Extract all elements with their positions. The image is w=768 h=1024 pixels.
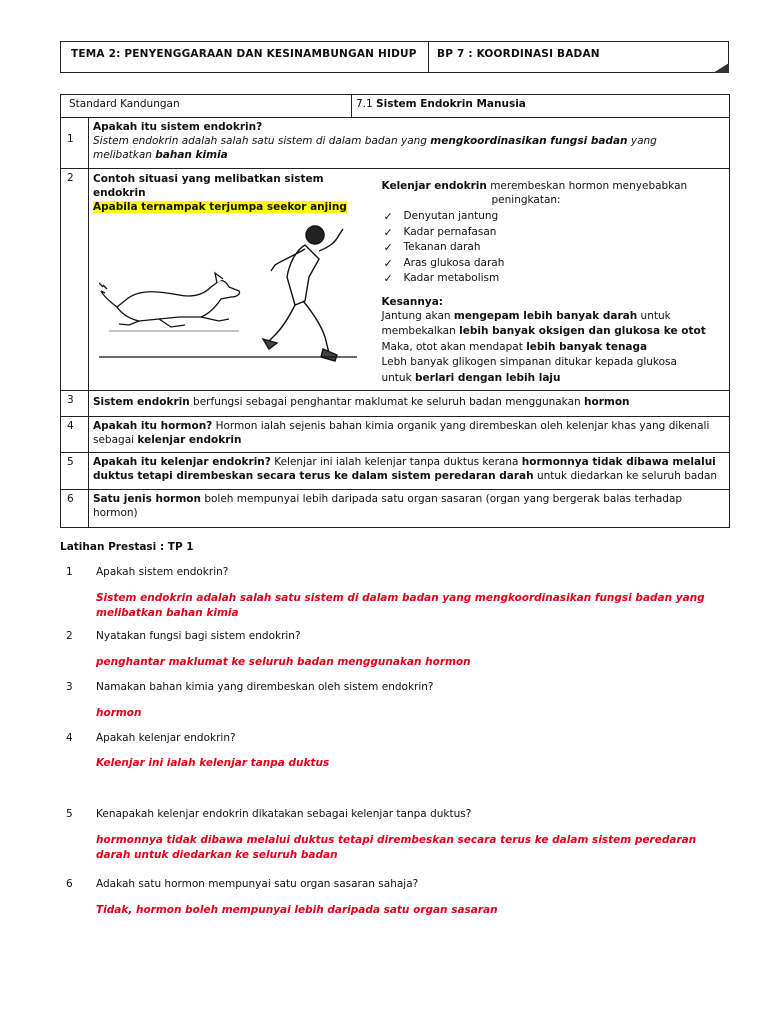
row-text: boleh mempunyai lebih daripada satu organ sasaran (organ yang bergerak balas terhadap hormon) bbox=[93, 493, 683, 519]
row-number: 1 bbox=[61, 118, 89, 169]
kesan-text: untuk bbox=[381, 371, 415, 384]
answer-text: penghantar maklumat ke seluruh badan menggunakan hormon bbox=[96, 656, 471, 668]
row-text-bold: Sistem endokrin bbox=[93, 396, 190, 408]
row-number: 4 bbox=[61, 417, 89, 453]
answer-text: hormonnya tidak dibawa melalui duktus tetapi dirembeskan secara terus ke dalam sistem peredaran darah untuk diedarkan ke seluruh badan bbox=[96, 834, 697, 861]
list-item-label: Aras glukosa darah bbox=[403, 256, 505, 269]
row-content bbox=[89, 118, 730, 169]
header-box bbox=[60, 41, 729, 73]
row-content bbox=[89, 490, 730, 528]
answer-text: Sistem endokrin adalah salah satu sistem di dalam badan yang mengkoordinasikan fungsi badan yang melibatkan bahan kimia bbox=[96, 592, 705, 619]
check-icon: ✓ bbox=[383, 272, 393, 285]
list-item bbox=[382, 240, 726, 256]
answer-text: Kelenjar ini ialah kelenjar tanpa duktus bbox=[96, 757, 330, 769]
latihan-title: Latihan Prestasi : TP 1 bbox=[60, 541, 194, 553]
question-item bbox=[66, 732, 236, 744]
row-text-bold: Apakah itu kelenjar endokrin? bbox=[93, 456, 271, 468]
situation-title: Contoh situasi yang melibatkan sistem endokrin bbox=[93, 173, 324, 199]
table-row bbox=[61, 490, 730, 528]
row-text-bold: hormonnya tidak dibawa melalui duktus tetapi dirembeskan secara terus ke dalam sistem peredaran darah bbox=[93, 456, 716, 482]
row-text: yang melibatkan bbox=[93, 135, 657, 161]
question-text: Apakah kelenjar endokrin? bbox=[96, 732, 236, 744]
list-item-label: Tekanan darah bbox=[403, 241, 481, 253]
effects-title: merembeskan hormon menyebabkan bbox=[486, 180, 688, 192]
kesan-text: Lebh banyak glikogen simpanan ditukar kepada glukosa bbox=[381, 356, 677, 368]
kesan-text: Jantung akan bbox=[381, 309, 454, 322]
effects-title-bold: Kelenjar endokrin bbox=[381, 180, 487, 192]
question-item bbox=[66, 630, 301, 642]
table-row bbox=[61, 391, 730, 417]
row-text: berfungsi sebagai penghantar maklumat ke seluruh badan menggunakan bbox=[189, 396, 585, 408]
row-text: untuk diedarkan ke seluruh badan bbox=[533, 470, 718, 482]
question-text: Namakan bahan kimia yang dirembeskan oleh sistem endokrin? bbox=[96, 681, 434, 693]
row-number: 3 bbox=[61, 391, 89, 417]
row-question: Apakah itu sistem endokrin? bbox=[93, 121, 263, 133]
list-item bbox=[382, 256, 726, 272]
kesan-text: Maka, otot akan mendapat bbox=[381, 340, 527, 353]
row-text-bold: Satu jenis hormon bbox=[93, 493, 201, 505]
check-icon: ✓ bbox=[383, 256, 393, 270]
question-number: 1 bbox=[66, 566, 73, 578]
list-item bbox=[382, 209, 726, 225]
row-number: 6 bbox=[61, 490, 89, 528]
question-number: 6 bbox=[66, 878, 73, 890]
tema-title: TEMA 2: PENYENGGARAAN DAN KESINAMBUNGAN HIDUP bbox=[61, 42, 429, 72]
question-item bbox=[66, 808, 471, 820]
row-text: Hormon ialah sejenis bahan kimia organik yang dirembeskan oleh kelenjar khas yang dikenali sebagai bbox=[93, 420, 710, 446]
bp-title: BP 7 : KOORDINASI BADAN bbox=[437, 48, 600, 60]
answer-text: Tidak, hormon boleh mempunyai lebih daripada satu organ sasaran bbox=[96, 904, 498, 916]
row-number: 2 bbox=[61, 169, 89, 391]
table-row bbox=[61, 169, 730, 391]
list-item-label: Kadar metabolism bbox=[403, 272, 500, 284]
kesan-text: membekalkan bbox=[381, 325, 460, 337]
situation-cell bbox=[89, 169, 352, 391]
row-number: 5 bbox=[61, 453, 89, 490]
question-text: Kenapakah kelenjar endokrin dikatakan sebagai kelenjar tanpa duktus? bbox=[96, 808, 472, 820]
kesan-text-bold: lebih banyak tenaga bbox=[526, 340, 648, 353]
row-text-bold: kelenjar endokrin bbox=[137, 434, 242, 446]
row-text-bold: hormon bbox=[584, 396, 630, 408]
effects-subtitle: peningkatan: bbox=[491, 194, 561, 206]
question-number: 3 bbox=[66, 681, 73, 693]
list-item bbox=[382, 225, 726, 241]
row-text-bold: mengkoordinasikan fungsi badan bbox=[430, 135, 628, 147]
row-text: Kelenjar ini ialah kelenjar tanpa duktus kerana bbox=[270, 456, 522, 468]
row-text: Sistem endokrin adalah salah satu sistem di dalam badan yang bbox=[93, 135, 431, 147]
question-item bbox=[66, 878, 418, 890]
check-icon: ✓ bbox=[383, 241, 393, 254]
row-content bbox=[89, 391, 730, 417]
running-man-and-dog-illustration bbox=[99, 221, 359, 371]
standard-code: 7.1 bbox=[356, 98, 373, 110]
question-number: 5 bbox=[66, 808, 73, 820]
content-table bbox=[60, 94, 730, 528]
row-content bbox=[89, 453, 730, 490]
question-text: Apakah sistem endokrin? bbox=[96, 566, 229, 578]
row-text-bold: Apakah itu hormon? bbox=[93, 420, 213, 432]
check-icon: ✓ bbox=[383, 225, 393, 239]
standard-label: Standard Kandungan bbox=[61, 95, 352, 118]
standard-row bbox=[61, 95, 730, 118]
standard-title: Sistem Endokrin Manusia bbox=[376, 98, 526, 110]
table-row bbox=[61, 453, 730, 490]
question-item bbox=[66, 566, 228, 578]
list-item-label: Kadar pernafasan bbox=[403, 225, 497, 238]
answer-text: hormon bbox=[96, 707, 142, 719]
endocrine-effects-cell bbox=[352, 169, 730, 391]
table-row bbox=[61, 417, 730, 453]
effects-list bbox=[382, 209, 726, 287]
list-item-label: Denyutan jantung bbox=[403, 210, 499, 222]
question-number: 2 bbox=[66, 630, 73, 642]
kesan-text-bold: lebih banyak oksigen dan glukosa ke otot bbox=[459, 325, 706, 337]
row-content bbox=[89, 417, 730, 453]
table-row bbox=[61, 118, 730, 169]
question-number: 4 bbox=[66, 732, 73, 744]
question-text: Nyatakan fungsi bagi sistem endokrin? bbox=[96, 630, 301, 642]
question-item bbox=[66, 681, 434, 693]
row-text-bold: bahan kimia bbox=[155, 149, 228, 161]
standard-title-cell bbox=[352, 95, 730, 118]
page-fold-icon bbox=[713, 63, 729, 73]
check-icon: ✓ bbox=[383, 210, 393, 223]
kesan-text: untuk bbox=[637, 309, 671, 322]
list-item bbox=[382, 271, 726, 287]
question-text: Adakah satu hormon mempunyai satu organ sasaran sahaja? bbox=[96, 878, 419, 890]
kesan-title: Kesannya: bbox=[381, 295, 443, 308]
kesan-text-bold: mengepam lebih banyak darah bbox=[453, 309, 638, 322]
kesan-text-bold: berlari dengan lebih laju bbox=[415, 371, 561, 384]
situation-highlight: Apabila ternampak terjumpa seekor anjing bbox=[93, 201, 347, 213]
